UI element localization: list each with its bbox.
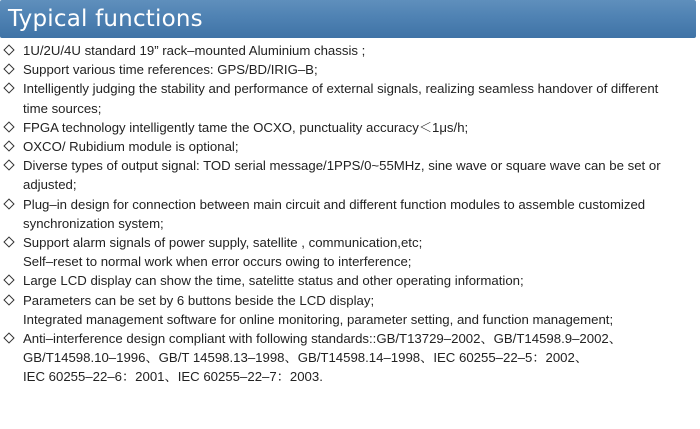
function-text: Support alarm signals of power supply, satellite , communication,etc; xyxy=(23,235,423,251)
function-text: Parameters can be set by 6 buttons beside the LCD display; xyxy=(23,292,375,308)
function-text: FPGA technology intelligently tame the OCXO, punctuality accuracy＜1μs/h; xyxy=(23,119,469,135)
diamond-bullet-icon xyxy=(3,160,14,171)
function-text: Integrated management software for online monitoring, parameter setting, and function management; xyxy=(23,311,614,327)
diamond-bullet-icon xyxy=(3,332,14,343)
function-item-plug-in xyxy=(0,195,700,233)
function-item-alarm xyxy=(0,233,700,271)
function-item-time-references xyxy=(0,60,700,79)
function-item-parameters xyxy=(0,291,700,329)
function-item-signal-judging xyxy=(0,79,700,117)
section-title: Typical functions xyxy=(8,6,203,32)
function-text: Intelligently judging the stability and performance of external signals, realizing seamless handover of different xyxy=(23,81,659,97)
diamond-bullet-icon xyxy=(3,64,14,75)
function-text: GB/T14598.10–1996、GB/T 14598.13–1998、GB/T14598.14–1998、IEC 60255–22–5：2002、 xyxy=(23,350,589,366)
function-text: synchronization system; xyxy=(23,215,164,231)
diamond-bullet-icon xyxy=(3,83,14,94)
diamond-bullet-icon xyxy=(3,44,14,55)
functions-list xyxy=(0,41,700,387)
function-text: Self–reset to normal work when error occurs owing to interference; xyxy=(23,254,412,270)
function-text: Plug–in design for connection between main circuit and different function modules to assemble customized xyxy=(23,196,646,212)
section-header xyxy=(0,0,696,38)
diamond-bullet-icon xyxy=(3,294,14,305)
function-text: 1U/2U/4U standard 19” rack–mounted Aluminium chassis ; xyxy=(23,43,366,58)
function-item-output-signal xyxy=(0,156,700,194)
function-text: OXCO/ Rubidium module is optional; xyxy=(23,139,239,155)
function-text: Anti–interference design compliant with following standards::GB/T13729–2002、GB/T14598.9–2002、 xyxy=(23,331,622,347)
function-text: Support various time references: GPS/BD/IRIG–B; xyxy=(23,62,318,78)
diamond-bullet-icon xyxy=(3,275,14,286)
function-text: IEC 60255–22–6：2001、IEC 60255–22–7：2003. xyxy=(23,369,323,385)
function-item-anti-interference xyxy=(0,329,700,387)
function-text: adjusted; xyxy=(23,177,77,193)
diamond-bullet-icon xyxy=(3,198,14,209)
diamond-bullet-icon xyxy=(3,236,14,247)
function-item-chassis xyxy=(0,41,700,60)
function-item-lcd xyxy=(0,271,700,290)
diamond-bullet-icon xyxy=(3,140,14,151)
function-item-fpga xyxy=(0,118,700,137)
function-text: time sources; xyxy=(23,100,102,116)
function-item-oxco xyxy=(0,137,700,156)
diamond-bullet-icon xyxy=(3,121,14,132)
function-text: Large LCD display can show the time, satelitte status and other operating information; xyxy=(23,273,524,289)
function-text: Diverse types of output signal: TOD serial message/1PPS/0~55MHz, sine wave or square wave can be set or xyxy=(23,158,661,174)
